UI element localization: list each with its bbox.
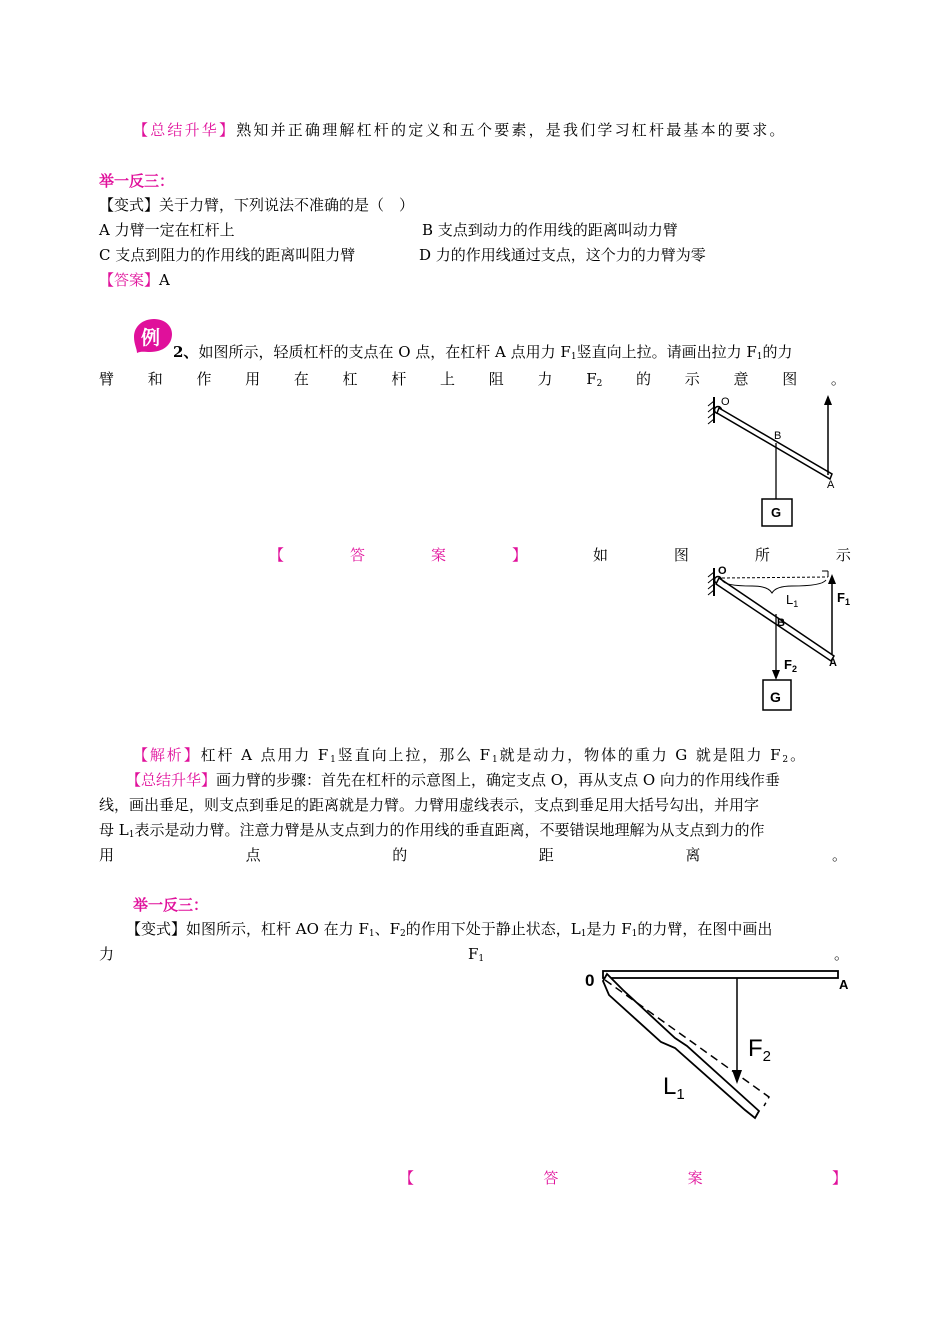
summary2-text-3b: 表示是动力臂。注意力臂是从支点到力的作用线的垂直距离，不要错误地理解为从支点到力的作: [134, 821, 765, 839]
summary2-text-3a: 母 L: [99, 821, 129, 839]
analysis-line: [133, 745, 807, 770]
variation-answer: [99, 270, 170, 290]
q-char: 作: [196, 370, 212, 388]
fig1-label-b: B: [774, 430, 782, 442]
summary2-line-3: [99, 820, 764, 845]
question-sub-a: 1: [570, 352, 577, 362]
answer-char: 案: [430, 546, 446, 564]
variation2-heading: 举一反三：: [133, 896, 209, 914]
summary2-line-2: 线，画出垂足，则支点到垂足的距离就是力臂。力臂用虚线表示，支点到垂足用大括号勾出，并用字: [99, 796, 760, 814]
q-char: 示: [684, 370, 700, 388]
lever-figure-variation: [583, 960, 863, 1140]
summary2-line-1: [126, 770, 780, 790]
v2-text-c: 的作用下处于静止状态，L: [405, 920, 581, 938]
fig3-label-f2: $F_2$: [748, 1035, 772, 1065]
analysis-text-a: 杠杆 A 点用力 F: [200, 746, 331, 764]
q-char: 上: [440, 370, 456, 388]
fig3-label-a: A: [839, 977, 849, 992]
analysis-sub-b: 1: [491, 755, 500, 765]
fig2-label-o: O: [718, 566, 727, 577]
s-char: 距: [538, 846, 554, 864]
answer-char: 如: [592, 546, 608, 564]
variation2-line-2-end: 。: [834, 945, 850, 963]
q-char: 图: [782, 370, 798, 388]
question-sub-b: 1: [756, 352, 763, 362]
option-c: C 支点到阻力的作用线的距离叫阻力臂: [99, 246, 356, 264]
fig1-label-o: O: [721, 396, 730, 408]
answer-bracket-close: 】: [511, 546, 527, 564]
q-char: 杠: [342, 370, 358, 388]
analysis-tag: 【解析】: [133, 746, 201, 764]
summary2-text-1: 画力臂的步骤：首先在杠杆的示意图上，确定支点 O，再从支点 O 向力的作用线作垂: [216, 771, 780, 789]
variation-question: [99, 195, 414, 215]
lever-figure-question: [704, 393, 854, 533]
summary2-line-4: [99, 845, 847, 865]
question-text-c: 的力: [762, 343, 793, 361]
question-text-a: 如图所示，轻质杠杆的支点在 O 点，在杠杆 A 点用力 F: [198, 343, 571, 361]
lever-figure-answer: [704, 566, 864, 716]
v2-sub: 1: [631, 929, 638, 939]
summary2-tag: 【总结升华】: [126, 771, 217, 789]
q-char: 在: [293, 370, 309, 388]
example-question-line-2: [99, 369, 846, 394]
answer-char: 答: [349, 546, 365, 564]
v2-text-d: 是力 F: [586, 920, 632, 938]
variation-tag: 【变式】: [99, 196, 160, 214]
fig1-label-a: A: [827, 479, 835, 491]
fig3-label-l1: $L_1$: [663, 1073, 685, 1103]
v2-text-e: 的力臂，在图中画出: [637, 920, 773, 938]
q-char: 力: [537, 370, 553, 388]
v2-sub: 1: [580, 929, 587, 939]
v2-text-a: 如图所示，杠杆 AO 在力 F: [186, 920, 369, 938]
variation-question-text: 关于力臂，下列说法不准确的是（ ）: [159, 196, 415, 214]
analysis-text-c: 就是动力，物体的重力 G 就是阻力 F: [499, 746, 783, 764]
s-char: 点: [245, 846, 261, 864]
variation2-tag: 【变式】: [126, 920, 187, 938]
summary2-sub: 1: [128, 830, 135, 840]
fig1-label-g: G: [771, 505, 782, 520]
answer-char: 图: [673, 546, 689, 564]
variation2-line-2-force: [468, 944, 484, 969]
v2-sub: 2: [400, 929, 406, 939]
q-char: 杆: [391, 370, 407, 388]
fig2-label-b: B: [777, 617, 785, 629]
v2-sub: 1: [368, 929, 375, 939]
variation-heading: 举一反三：: [99, 172, 175, 190]
example-badge-text: 例: [141, 328, 161, 349]
s-char: 用: [99, 846, 115, 864]
q-char: 和: [147, 370, 163, 388]
s-char: 的: [392, 846, 408, 864]
answer-char: 所: [754, 546, 770, 564]
answer-char: 示: [835, 546, 851, 564]
analysis-text-d: 。: [790, 746, 807, 764]
fig3-label-o: 0: [585, 971, 595, 990]
summary-tag: 【总结升华】: [133, 121, 237, 139]
answer-bracket-open: 【: [269, 546, 285, 564]
answer-value: A: [159, 271, 170, 289]
q-char: 意: [733, 370, 749, 388]
fig2-label-a: A: [829, 657, 837, 669]
answer-bracket-open: 【: [399, 1169, 415, 1187]
fig2-label-f1: $F_1$: [837, 590, 850, 607]
answer-char: 案: [687, 1169, 703, 1187]
variation2-answer-row: [399, 1167, 847, 1188]
analysis-sub-a: 1: [330, 755, 338, 765]
example-question-line-1: [173, 342, 793, 367]
example-badge-icon: [128, 317, 178, 357]
fig2-label-l1: $L_1$: [786, 592, 799, 609]
v2-force-sub: 1: [478, 954, 485, 964]
q-char: 臂: [99, 370, 115, 388]
q-char: 的: [636, 370, 652, 388]
answer-char: 答: [543, 1169, 559, 1187]
fig2-label-g: G: [770, 689, 781, 705]
example-answer-row: [269, 544, 851, 565]
summary-text: 熟知并正确理解杠杆的定义和五个要素，是我们学习杠杆最基本的要求。: [236, 121, 787, 139]
summary-line-1: [133, 120, 787, 140]
analysis-sub-c: 2: [782, 755, 791, 765]
option-a: A 力臂一定在杠杆上: [99, 221, 235, 239]
v2-text-b: 、F: [374, 920, 401, 938]
s-char: 离: [685, 846, 701, 864]
example-number: 2、: [173, 343, 199, 361]
q-char: 阻: [488, 370, 504, 388]
question-text-b: 竖直向上拉。请画出拉力 F: [576, 343, 757, 361]
answer-tag: 【答案】: [99, 271, 160, 289]
variation2-line-2-start: 力: [99, 945, 115, 963]
s-char: 。: [831, 846, 847, 864]
fig2-label-f2: $F_2$: [784, 657, 797, 674]
q-force: $F_2$: [586, 370, 603, 389]
option-b: B 支点到动力的作用线的距离叫动力臂: [422, 221, 678, 239]
variation2-line-1: [126, 919, 772, 944]
answer-bracket-close: 】: [831, 1169, 847, 1187]
analysis-text-b: 竖直向上拉，那么 F: [337, 746, 492, 764]
q-char: 。: [830, 370, 846, 388]
v2-force: F: [468, 945, 479, 963]
q-char: 用: [245, 370, 261, 388]
option-d: D 力的作用线通过支点，这个力的力臂为零: [419, 246, 706, 264]
